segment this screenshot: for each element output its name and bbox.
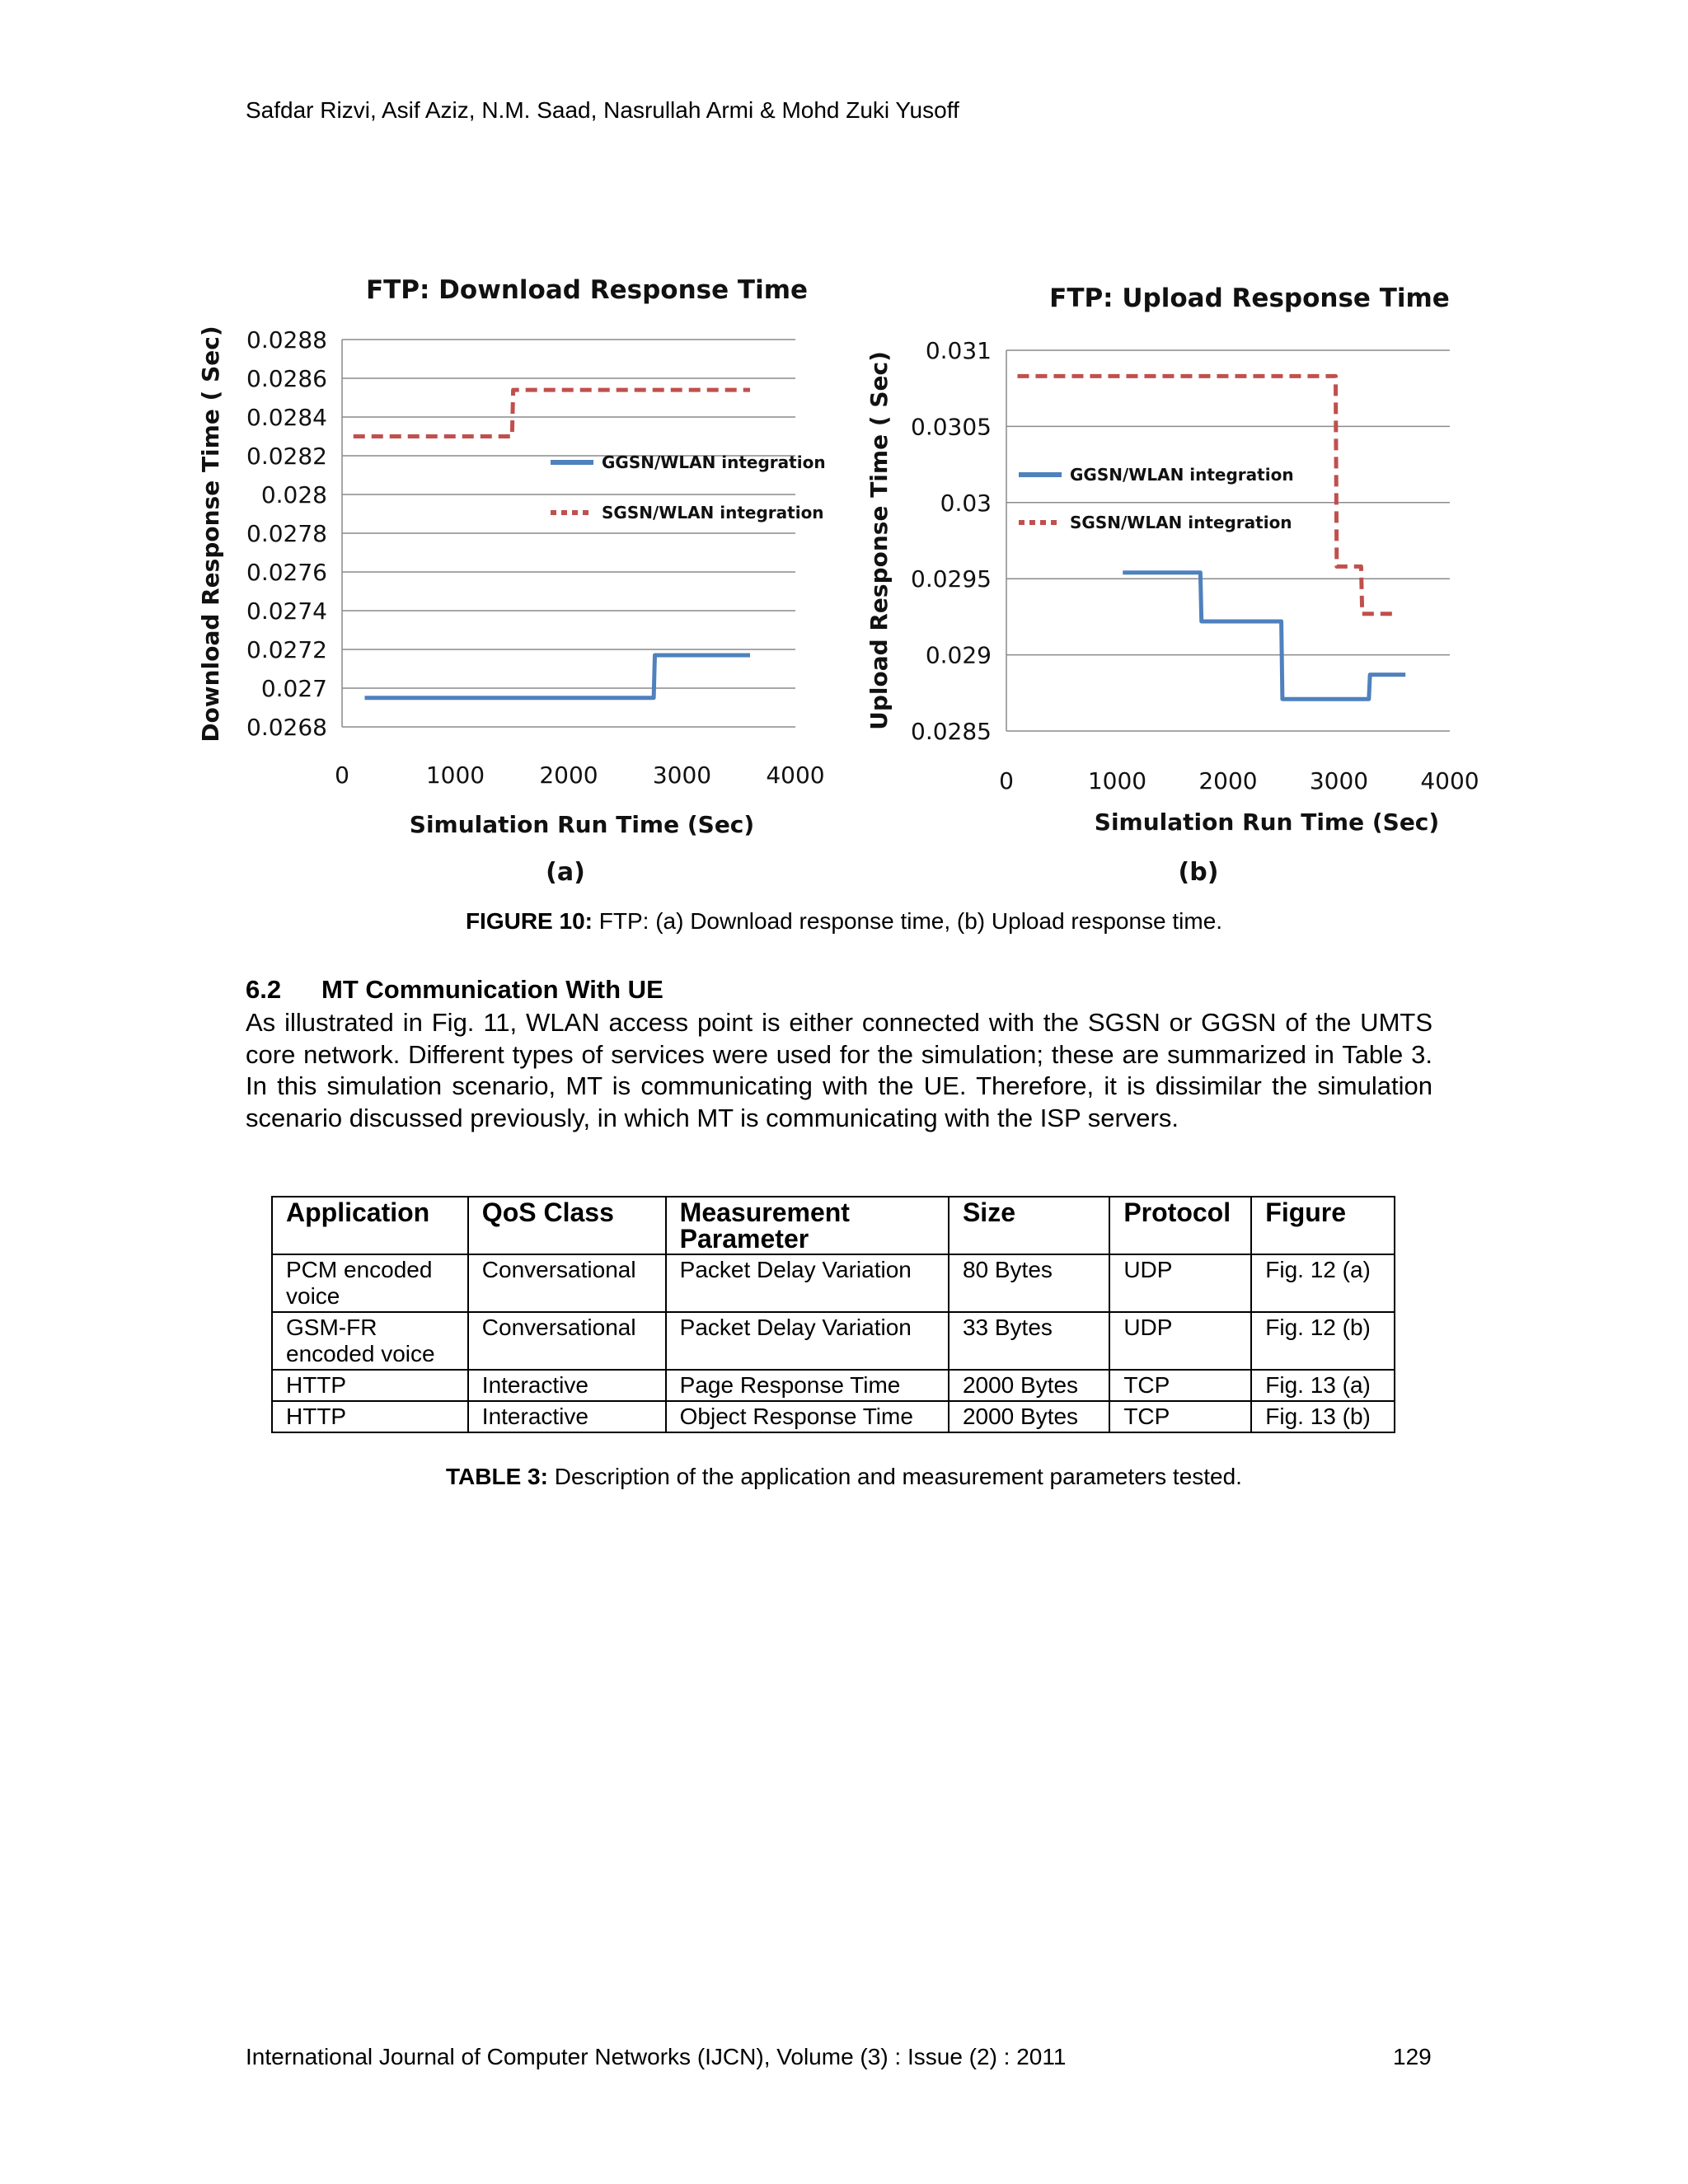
table-cell: TCP [1109,1401,1251,1432]
table-cell: Packet Delay Variation [666,1254,949,1312]
chart-download-response [0,0,844,907]
table-row [272,1370,1395,1401]
legend-label: SGSN/WLAN integration [1070,513,1292,532]
x-tick-label: 0 [999,767,1014,794]
x-tick-label: 2000 [539,762,598,789]
figure-caption-label: FIGURE 10: [465,908,593,934]
chart-title: FTP: Upload Response Time [1049,284,1450,313]
series-line-ggsn [1123,573,1405,699]
y-tick-label: 0.031 [925,337,992,364]
table-cell: 2000 Bytes [949,1401,1109,1432]
y-tick-label: 0.0268 [246,714,327,741]
footer-journal: International Journal of Computer Networks (IJCN), Volume (3) : Issue (2) : 2011 [246,2044,1067,2069]
y-tick-label: 0.0295 [911,565,992,593]
table-cell: Fig. 12 (b) [1251,1312,1395,1370]
x-tick-label: 3000 [652,762,712,789]
table-cell: Interactive [468,1401,666,1432]
x-axis-label: Simulation Run Time (Sec) [409,811,755,838]
figure-caption-text: FTP: (a) Download response time, (b) Upload response time. [592,908,1223,934]
table-cell: Fig. 13 (a) [1251,1370,1395,1401]
y-tick-label: 0.0284 [246,404,327,431]
table-row [272,1312,1395,1370]
y-tick-label: 0.03 [940,489,992,517]
table-cell: TCP [1109,1370,1251,1401]
table-cell: Object Response Time [666,1401,949,1432]
y-tick-label: 0.0285 [911,718,992,745]
table-cell: GSM-FR encoded voice [272,1312,468,1370]
x-tick-label: 2000 [1198,767,1258,794]
y-tick-label: 0.0276 [246,559,327,586]
section-heading [246,975,663,1005]
table-header-row [272,1197,1395,1254]
panel-label: (b) [1178,858,1219,887]
table-cell: Conversational [468,1254,666,1312]
table-cell: UDP [1109,1312,1251,1370]
panel-label: (a) [546,858,585,887]
y-tick-label: 0.029 [925,641,992,669]
y-axis-label: Upload Response Time ( Sec) [865,351,893,730]
chart-b-svg [844,0,1688,907]
x-tick-label: 0 [335,762,349,789]
table-cell: Fig. 13 (b) [1251,1401,1395,1432]
figure-caption [0,908,1688,935]
table-cell: Packet Delay Variation [666,1312,949,1370]
legend-label: GGSN/WLAN integration [602,452,826,472]
y-axis-label: Download Response Time ( Sec) [197,326,224,743]
table-header-cell: Size [949,1197,1109,1254]
y-tick-label: 0.0286 [246,365,327,392]
table-cell: 80 Bytes [949,1254,1109,1312]
table-row [272,1401,1395,1432]
x-tick-label: 3000 [1309,767,1369,794]
x-tick-label: 4000 [766,762,825,789]
y-tick-label: 0.0288 [246,326,327,354]
table-3 [271,1196,1395,1433]
chart-a-svg [0,0,844,907]
chart-title: FTP: Download Response Time [365,275,809,305]
y-tick-label: 0.0272 [246,636,327,663]
table-cell: 33 Bytes [949,1312,1109,1370]
body-paragraph: As illustrated in Fig. 11, WLAN access point is either connected with the SGSN or GGSN of the UMTS core network. Different types of services were used for the simulation; these are summarized in Table 3. In this simulation scenario, MT is communicating with the UE. Therefore, it is dissimilar the simulation scenario discussed previously, in which MT is communicating with the ISP servers. [246,1008,1432,1132]
y-tick-label: 0.0282 [246,443,327,470]
x-axis-label: Simulation Run Time (Sec) [1094,808,1440,836]
running-header: Safdar Rizvi, Asif Aziz, N.M. Saad, Nasrullah Armi & Mohd Zuki Yusoff [246,97,959,123]
legend-label: GGSN/WLAN integration [1070,465,1294,485]
table-cell: Conversational [468,1312,666,1370]
x-tick-label: 1000 [1087,767,1147,794]
y-tick-label: 0.0278 [246,520,327,547]
table-header-cell: Measurement Parameter [666,1197,949,1254]
table-row [272,1254,1395,1312]
table-caption-text: Description of the application and measurement parameters tested. [547,1464,1242,1489]
table-cell: HTTP [272,1370,468,1401]
y-tick-label: 0.0305 [911,413,992,441]
x-tick-label: 4000 [1420,767,1479,794]
section-title: MT Communication With UE [321,975,663,1004]
table-cell: 2000 Bytes [949,1370,1109,1401]
page-number: 129 [1393,2044,1432,2069]
table-cell: PCM encoded voice [272,1254,468,1312]
table-cell: Fig. 12 (a) [1251,1254,1395,1312]
table-caption-label: TABLE 3: [446,1464,548,1489]
section-number: 6.2 [246,975,282,1004]
legend-label: SGSN/WLAN integration [602,503,824,523]
table-header-cell: Application [272,1197,468,1254]
table-cell: Page Response Time [666,1370,949,1401]
table-cell: UDP [1109,1254,1251,1312]
table-header-cell: Figure [1251,1197,1395,1254]
table-header-cell: Protocol [1109,1197,1251,1254]
table-cell: HTTP [272,1401,468,1432]
chart-upload-response [844,0,1688,907]
series-line-sgsn [354,390,750,436]
table-cell: Interactive [468,1370,666,1401]
table-caption [0,1464,1688,1490]
x-tick-label: 1000 [425,762,485,789]
y-tick-label: 0.027 [260,675,327,702]
y-tick-label: 0.028 [260,481,327,509]
table-header-cell: QoS Class [468,1197,666,1254]
y-tick-label: 0.0274 [246,598,327,625]
series-line-ggsn [365,655,751,698]
